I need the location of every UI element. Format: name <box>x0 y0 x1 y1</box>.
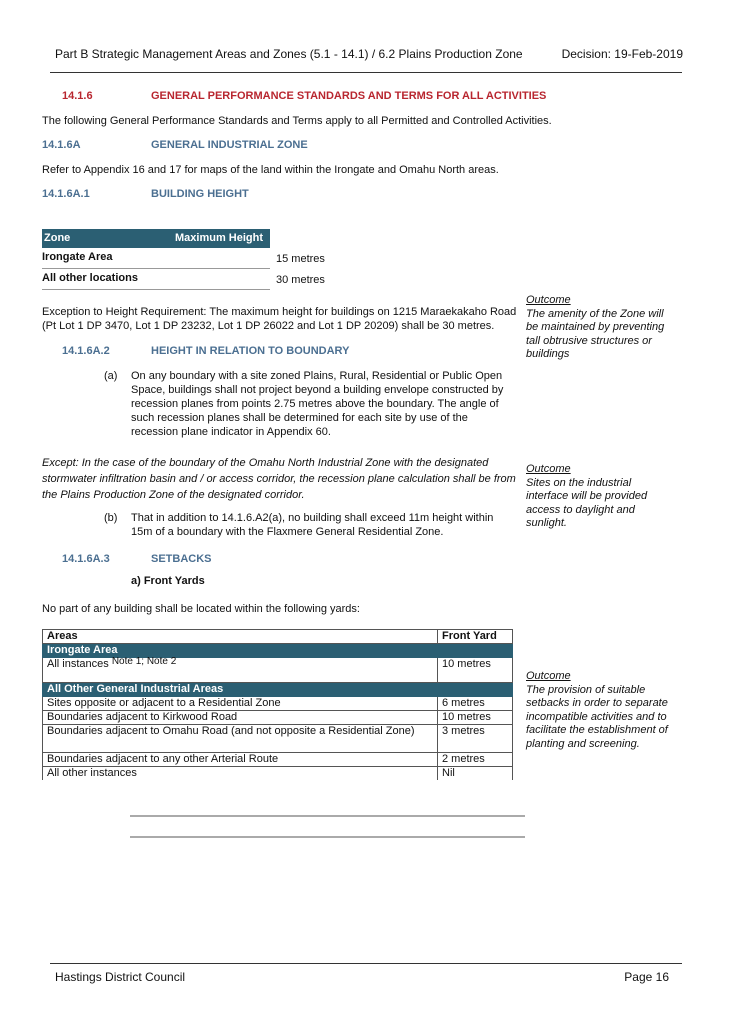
subsection-number: 14.1.6A <box>42 139 81 151</box>
subsection-number: 14.1.6A.1 <box>42 188 90 200</box>
yard-cell: Nil <box>438 767 513 781</box>
col-zone: Zone <box>44 232 71 244</box>
height-cell: 15 metres <box>276 253 325 265</box>
yard-cell: 2 metres <box>438 753 513 767</box>
table-row <box>42 271 270 290</box>
page-header <box>55 47 683 61</box>
exception-text: Exception to Height Requirement: The maximum height for buildings on 1215 Maraekakaho Road (Pt Lot 1 DP 3470, Lot 1 DP 23232, Lot 1 DP 26022 and Lot 1 DP 20209) shall be 30 metres. <box>42 306 517 332</box>
header-title: Part B Strategic Management Areas and Zones (5.1 - 14.1) / 6.2 Plains Production Zone <box>55 47 523 61</box>
subsection-title: BUILDING HEIGHT <box>151 188 249 200</box>
header-decision: Decision: 19-Feb-2019 <box>561 47 683 61</box>
zone-cell: All other locations <box>42 272 138 284</box>
outcome-text: Sites on the industrial interface will be provided access to daylight and sunlight. <box>526 476 648 529</box>
outcome-note <box>526 670 676 751</box>
section-number: 14.1.6 <box>62 90 93 102</box>
table-band-row <box>43 683 513 697</box>
intro-text: The following General Performance Standards and Terms apply to all Permitted and Controlled Activities. <box>42 115 552 127</box>
yards-intro: No part of any building shall be located within the following yards: <box>42 603 360 615</box>
item-text: That in addition to 14.1.6.A2(a), no building shall exceed 11m height within 15m of a boundary with the Flaxmere General Residential Zone. <box>131 512 494 538</box>
yard-cell: 10 metres <box>438 711 513 725</box>
subsection-number: 14.1.6A.3 <box>62 553 110 565</box>
area-cell: Boundaries adjacent to Omahu Road (and not opposite a Residential Zone) <box>43 725 438 753</box>
zone-cell: Irongate Area <box>42 251 113 263</box>
table-row <box>42 250 270 269</box>
outcome-text: The provision of suitable setbacks in order to separate incompatible activities and to facilitate the establishment of planting and screening. <box>526 683 668 750</box>
footer-rule <box>50 963 682 964</box>
note-ref: Note 1; Note 2 <box>111 656 177 667</box>
area-cell: Sites opposite or adjacent to a Residential Zone <box>43 697 438 711</box>
header-rule <box>50 72 682 73</box>
outcome-note <box>526 463 676 531</box>
table-row <box>43 725 513 753</box>
yard-cell: 10 metres <box>438 658 513 683</box>
page-number: Page 16 <box>624 970 669 984</box>
area-cell: All instances Note 1; Note 2 <box>43 658 438 683</box>
table-row <box>43 767 513 781</box>
height-cell: 30 metres <box>276 274 325 286</box>
outcome-note <box>526 294 676 362</box>
table-row <box>43 753 513 767</box>
outcome-label: Outcome <box>526 670 571 682</box>
section-title: GENERAL PERFORMANCE STANDARDS AND TERMS FOR ALL ACTIVITIES <box>151 90 547 102</box>
band-label: Irongate Area <box>43 644 438 658</box>
area-cell: All other instances <box>43 767 438 781</box>
yard-cell: 3 metres <box>438 725 513 753</box>
table-header-row <box>43 630 513 644</box>
item-label: (a) <box>104 370 118 382</box>
col-max-height: Maximum Height <box>175 232 264 244</box>
divider-line <box>130 836 525 838</box>
area-cell: Boundaries adjacent to any other Arterial Route <box>43 753 438 767</box>
outcome-text: The amenity of the Zone will be maintained by preventing tall obtrusive structures or buildings <box>526 307 665 360</box>
outcome-label: Outcome <box>526 463 571 475</box>
item-label: (b) <box>104 512 118 524</box>
yard-cell: 6 metres <box>438 697 513 711</box>
except-text: Except: In the case of the boundary of the Omahu North Industrial Zone with the designated stormwater infiltration basin and / or access corridor, the recession plane calculation shall be from the Plains Production Zone of the designated corridor. <box>42 457 516 501</box>
table-row <box>43 658 513 683</box>
height-table-header <box>42 229 270 248</box>
item-text: On any boundary with a site zoned Plains, Rural, Residential or Public Open Space, buildings shall not project beyond a building envelope constructed by recession planes from points 2.75 metres above the boundary. The angle of such recession planes shall be determined for each site by use of the recession plane indicator in Appendix 60. <box>131 370 504 438</box>
divider-line <box>130 815 525 817</box>
subsection-number: 14.1.6A.2 <box>62 345 110 357</box>
area-cell: Boundaries adjacent to Kirkwood Road <box>43 711 438 725</box>
subsection-title: HEIGHT IN RELATION TO BOUNDARY <box>151 345 350 357</box>
col-areas: Areas <box>43 630 438 644</box>
appendix-text: Refer to Appendix 16 and 17 for maps of the land within the Irongate and Omahu North areas. <box>42 164 499 176</box>
table-row <box>43 711 513 725</box>
table-row <box>43 697 513 711</box>
subsection-title: SETBACKS <box>151 553 212 565</box>
band-label: All Other General Industrial Areas <box>43 683 438 697</box>
footer-council: Hastings District Council <box>55 970 186 984</box>
outcome-label: Outcome <box>526 294 571 306</box>
subsection-title: GENERAL INDUSTRIAL ZONE <box>151 139 308 151</box>
setback-table <box>42 629 513 780</box>
front-yards-heading: a) Front Yards <box>131 575 205 587</box>
col-front-yard: Front Yard <box>438 630 513 644</box>
